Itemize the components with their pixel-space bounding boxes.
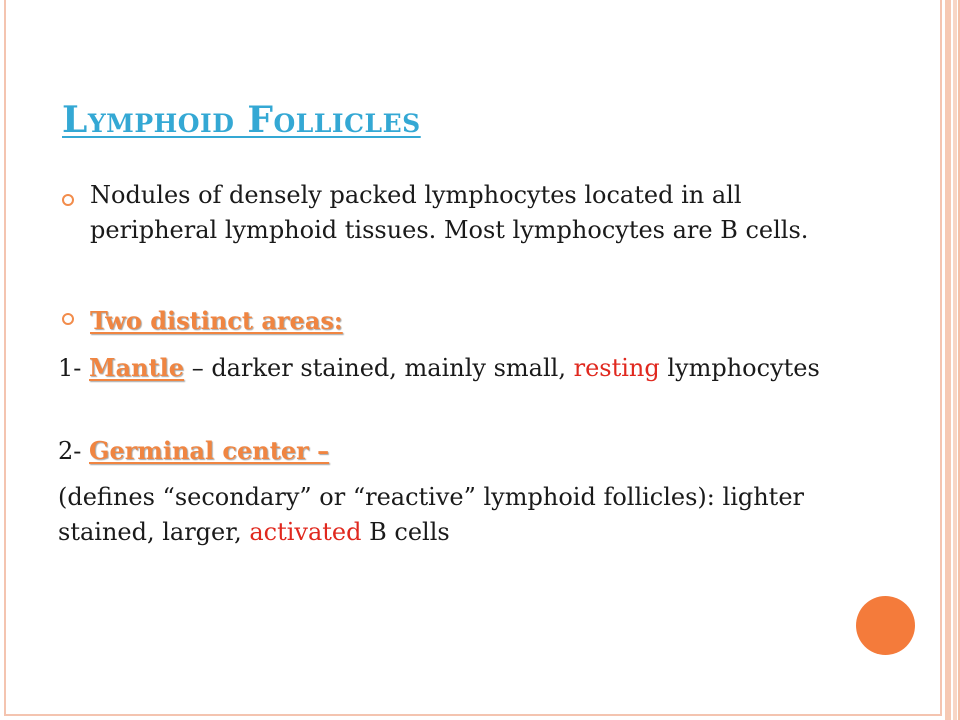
germinal-description-end: B cells xyxy=(361,518,450,546)
mantle-term: Mantle xyxy=(89,353,185,382)
slide-title: Lymphoid Follicles xyxy=(62,99,421,141)
right-stripe-decoration xyxy=(945,0,951,720)
right-stripe-decoration xyxy=(953,0,957,720)
mantle-description: – darker stained, mainly small, xyxy=(184,354,574,382)
germinal-description-text: (defines “secondary” or “reactive” lymphoid follicles): lighter stained, larger, xyxy=(58,483,805,546)
germinal-center-item xyxy=(58,433,329,469)
activated-highlight: activated xyxy=(249,518,362,546)
germinal-center-description xyxy=(58,480,888,550)
bullet-circle-icon xyxy=(62,313,74,325)
bullet-circle-icon xyxy=(62,194,74,206)
germinal-prefix: 2- xyxy=(58,437,90,465)
mantle-description-end: lymphocytes xyxy=(659,354,820,382)
resting-highlight: resting xyxy=(573,354,660,382)
mantle-item xyxy=(58,350,858,386)
germinal-center-term: Germinal center – xyxy=(89,436,330,465)
bullet-text-two-areas xyxy=(90,303,343,339)
bullet-text-nodules: Nodules of densely packed lymphocytes located in all peripheral lymphoid tissues. Most lymphocytes are B cells. xyxy=(90,181,809,244)
two-areas-heading: Two distinct areas: xyxy=(90,306,343,335)
orange-circle-decoration xyxy=(856,596,915,655)
mantle-prefix: 1- xyxy=(58,354,90,382)
